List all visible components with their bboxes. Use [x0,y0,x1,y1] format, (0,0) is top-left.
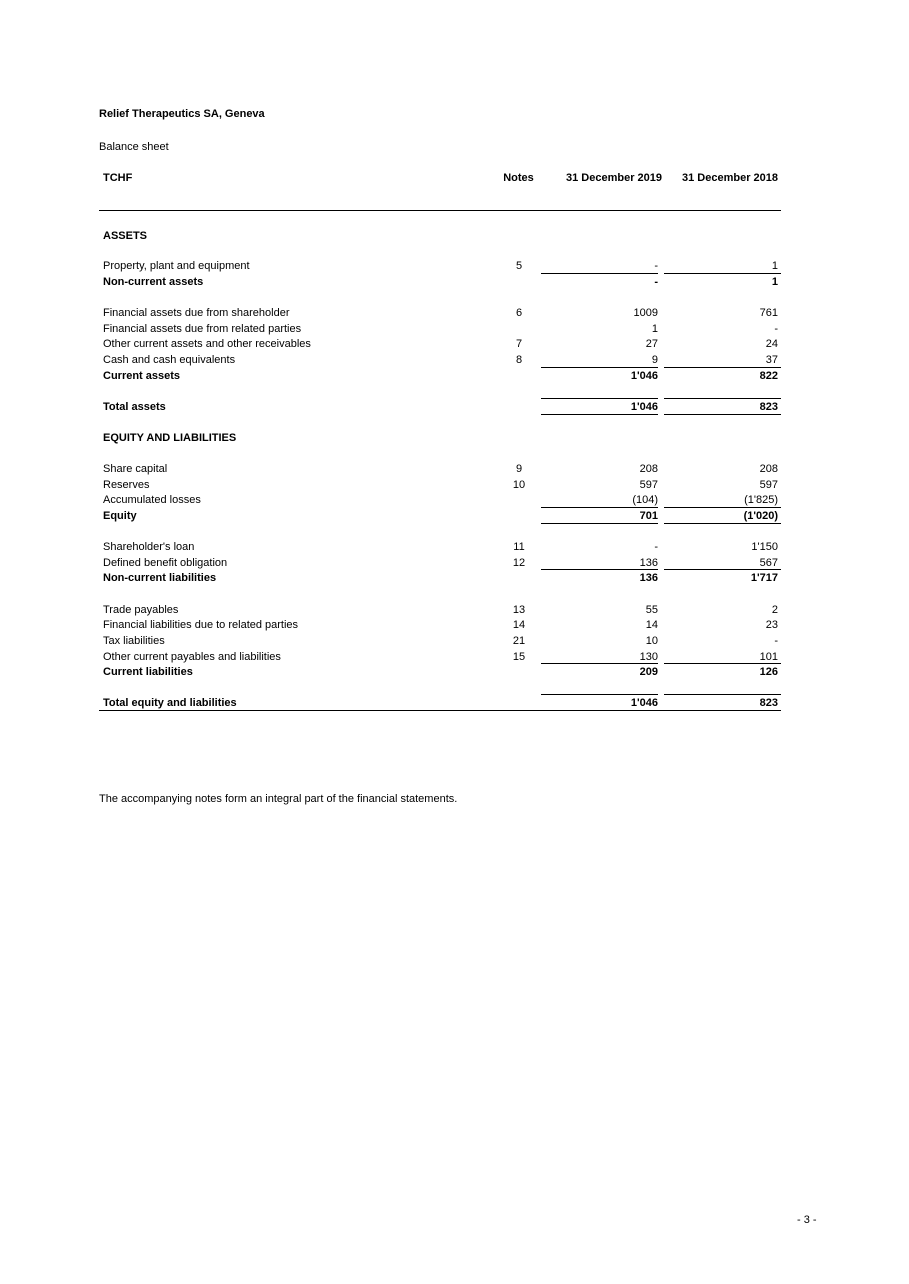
row-value-2018: 567 [759,557,778,569]
row-value-2019: 597 [639,479,658,491]
row-note: 21 [512,635,526,647]
table-rule [99,710,781,711]
column-header-2019: 31 December 2019 [565,172,662,184]
row-note: 7 [515,338,523,350]
row-value-2018: (1'825) [744,494,778,506]
row-value-2019: 9 [651,354,658,366]
row-value-2018: 126 [759,666,778,678]
row-value-2018: 101 [759,651,778,663]
row-label: Current assets [103,370,181,382]
table-rule [541,523,658,524]
row-value-2018: 823 [759,401,778,413]
row-label: Property, plant and equipment [103,260,250,272]
row-value-2019: 130 [639,651,658,663]
table-rule [664,367,781,368]
table-rule [541,367,658,368]
row-label: Non-current liabilities [103,572,217,584]
row-note: 11 [513,541,525,553]
row-value-2019: 1'046 [630,401,658,413]
table-rule [541,663,658,664]
row-label: Other current assets and other receivables [103,338,311,350]
statement-title: Balance sheet [99,141,169,153]
row-value-2019: 27 [645,338,658,350]
row-value-2018: 1'717 [750,572,778,584]
row-note: 13 [512,604,526,616]
row-value-2019: 1'046 [630,370,658,382]
row-label: Reserves [103,479,150,491]
row-label: Other current payables and liabilities [103,651,281,663]
row-value-2018: 1 [771,260,778,272]
row-value-2019: 1'046 [630,697,658,709]
row-value-2019: 209 [639,666,658,678]
row-value-2019: - [654,260,658,272]
row-value-2018: 24 [765,338,778,350]
column-header-2018: 31 December 2018 [681,172,778,184]
row-note: 9 [515,463,523,475]
row-value-2019: (104) [632,494,658,506]
row-label: Financial assets due from related parties [103,323,302,335]
row-label: Total equity and liabilities [103,697,237,709]
row-value-2019: - [654,541,658,553]
row-value-2019: 55 [645,604,658,616]
row-value-2018: 2 [771,604,778,616]
row-value-2019: 701 [639,510,658,522]
row-value-2018: 597 [759,479,778,491]
row-value-2018: 823 [759,697,778,709]
company-name: Relief Therapeutics SA, Geneva [99,108,265,120]
row-value-2019: 1009 [633,307,658,319]
row-label: Tax liabilities [103,635,165,647]
row-note: 6 [515,307,523,319]
table-rule [541,507,658,508]
row-label: Financial assets due from shareholder [103,307,290,319]
page-number: - 3 - [797,1214,817,1226]
table-rule [664,569,781,570]
table-rule [664,694,781,695]
row-label: Accumulated losses [103,494,201,506]
row-label: Current liabilities [103,666,193,678]
row-label: Non-current assets [103,276,204,288]
row-value-2018: 1 [771,276,778,288]
row-note: 10 [512,479,526,491]
row-value-2019: 136 [639,557,658,569]
row-value-2018: 822 [759,370,778,382]
row-value-2019: 208 [639,463,658,475]
row-value-2018: 208 [759,463,778,475]
row-label: Total assets [103,401,166,413]
table-rule [664,414,781,415]
row-value-2018: - [774,323,778,335]
table-rule [541,414,658,415]
footer-note: The accompanying notes form an integral part of the financial statements. [99,793,458,805]
row-value-2019: 1 [651,323,658,335]
table-rule [541,398,658,399]
row-note: 15 [512,651,526,663]
row-label: Defined benefit obligation [103,557,228,569]
row-value-2018: 761 [759,307,778,319]
table-rule [664,398,781,399]
row-note: 12 [512,557,526,569]
row-value-2018: 37 [765,354,778,366]
row-label: Equity [103,510,137,522]
row-value-2019: - [654,276,658,288]
row-value-2019: 14 [645,619,658,631]
row-value-2018: 1'150 [751,541,778,553]
table-rule [541,569,658,570]
row-label: Shareholder's loan [103,541,195,553]
row-note: 8 [515,354,523,366]
table-rule [541,694,658,695]
row-value-2018: (1'020) [743,510,778,522]
table-rule [664,523,781,524]
notes-header: Notes [503,172,534,184]
row-value-2019: 136 [639,572,658,584]
row-label: Cash and cash equivalents [103,354,236,366]
table-rule [664,663,781,664]
table-rule [664,273,781,274]
row-value-2019: 10 [645,635,658,647]
row-label: Trade payables [103,604,179,616]
row-label: Financial liabilities due to related parties [103,619,299,631]
row-value-2018: - [774,635,778,647]
table-rule [541,273,658,274]
row-label: Share capital [103,463,168,475]
row-note: 14 [512,619,526,631]
row-value-2018: 23 [765,619,778,631]
row-label: EQUITY AND LIABILITIES [103,432,237,444]
table-rule [664,507,781,508]
row-label: ASSETS [103,230,148,242]
row-note: 5 [515,260,523,272]
unit-header: TCHF [103,172,133,184]
header-rule [99,210,781,211]
